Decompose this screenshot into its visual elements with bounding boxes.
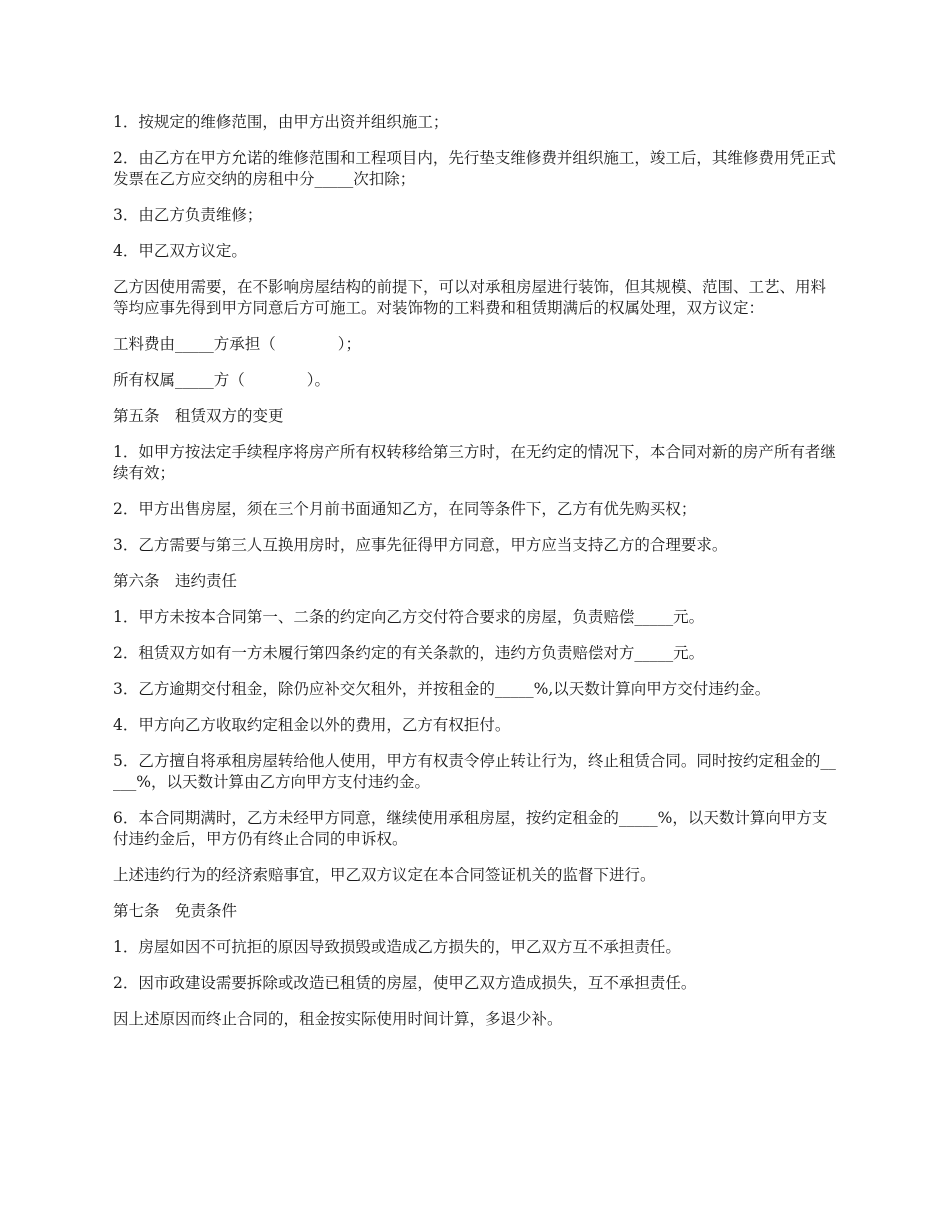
- clause-item: 1．甲方未按本合同第一、二条的约定向乙方交付符合要求的房屋，负责赔偿_____元。: [113, 608, 705, 626]
- clause-item: 2．由乙方在甲方允诺的维修范围和工程项目内，先行垫支维修费并组织施工，竣工后，其维修费用凭正式发票在乙方应交纳的房租中分_____次扣除；: [113, 149, 836, 188]
- clause-item: 2．因市政建设需要拆除或改造已租赁的房屋，使甲乙双方造成损失，互不承担责任。: [113, 974, 697, 992]
- clause-item: 4．甲乙双方议定。: [113, 242, 247, 260]
- cost-bearer-line: 工料费由_____方承担（ ）；: [113, 335, 362, 353]
- decoration-clause: 乙方因使用需要，在不影响房屋结构的前提下，可以对承租房屋进行装饰，但其规模、范围、工艺、用料等均应事先得到甲方同意后方可施工。对装饰物的工料费和租赁期满后的权属处理，双方议定：: [113, 278, 827, 317]
- clause-item: 3．乙方逾期交付租金，除仍应补交欠租外，并按租金的_____%,以天数计算向甲方交付违约金。: [113, 680, 771, 698]
- document-page: [113, 112, 839, 1045]
- clause-item: 6．本合同期满时，乙方未经甲方同意，继续使用承租房屋，按约定租金的_____%，以天数计算向甲方支付违约金后，甲方仍有终止合同的申诉权。: [113, 809, 828, 848]
- clause-item: 5．乙方擅自将承租房屋转给他人使用，甲方有权责令停止转让行为，终止租赁合同。同时按约定租金的_____%，以天数计算由乙方向甲方支付违约金。: [113, 752, 836, 791]
- article-7-heading: 第七条 免责条件: [113, 902, 238, 920]
- clause-item: 3．由乙方负责维修；: [113, 206, 263, 224]
- clause-item: 2．租赁双方如有一方未履行第四条约定的有关条款的，违约方负责赔偿对方_____元。: [113, 644, 705, 662]
- termination-note: 因上述原因而终止合同的，租金按实际使用时间计算，多退少补。: [113, 1010, 563, 1028]
- clause-item: 4．甲方向乙方收取约定租金以外的费用，乙方有权拒付。: [113, 716, 511, 734]
- article-5-heading: 第五条 租赁双方的变更: [113, 407, 284, 425]
- clause-item: 2．甲方出售房屋，须在三个月前书面通知乙方，在同等条件下，乙方有优先购买权；: [113, 500, 697, 518]
- ownership-line: 所有权属_____方（ ）。: [113, 371, 331, 389]
- claims-note: 上述违约行为的经济索赔事宜，甲乙双方议定在本合同签证机关的监督下进行。: [113, 866, 656, 884]
- article-6-heading: 第六条 违约责任: [113, 572, 238, 590]
- clause-item: 3．乙方需要与第三人互换用房时，应事先征得甲方同意，甲方应当支持乙方的合理要求。: [113, 536, 728, 554]
- clause-item: 1．按规定的维修范围，由甲方出资并组织施工；: [113, 113, 449, 131]
- clause-item: 1．如甲方按法定手续程序将房产所有权转移给第三方时，在无约定的情况下，本合同对新的房产所有者继续有效；: [113, 443, 836, 482]
- clause-item: 1．房屋如因不可抗拒的原因导致损毁或造成乙方损失的，甲乙双方互不承担责任。: [113, 938, 681, 956]
